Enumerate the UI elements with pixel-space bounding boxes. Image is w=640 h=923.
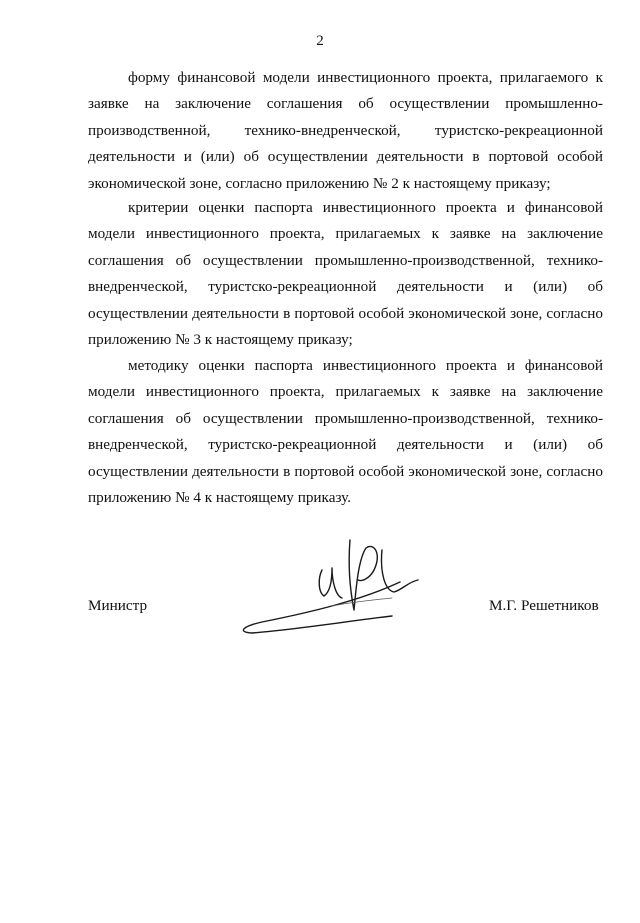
paragraph-evaluation-method: методику оценки паспорта инвестиционного проекта и финансовой модели инвестиционного проекта, прилагаемых к заявке на заключение соглашения об осуществлении промышленно-производственной, технико-внедренческой, туристско-рекреационной деятельности и (или) об осуществлении деятельности в портовой особой экономической зоне, согласно приложению № 4 к настоящему приказу. xyxy=(88,357,603,507)
handwritten-signature xyxy=(232,520,452,645)
signatory-title: Министр xyxy=(88,597,148,614)
signatory-name: М.Г. Решетников xyxy=(489,597,599,614)
paragraph-financial-model: форму финансовой модели инвестиционного проекта, прилагаемого к заявке на заключение соглашения об осуществлении промышленно-производственной, технико-внедренческой, туристско-рекреационной деятельности и (или) об осуществлении деятельности в портовой особой экономической зоне, согласно приложению № 2 к настоящему приказу; xyxy=(88,69,603,192)
paragraph-evaluation-criteria: критерии оценки паспорта инвестиционного проекта и финансовой модели инвестиционного проекта, прилагаемых к заявке на заключение соглашения об осуществлении промышленно-производственной, технико-внедренческой, туристско-рекреационной деятельности и (или) об осуществлении деятельности в портовой особой экономической зоне, согласно приложению № 3 к настоящему приказу; xyxy=(88,199,603,349)
page-number: 2 xyxy=(316,33,324,49)
